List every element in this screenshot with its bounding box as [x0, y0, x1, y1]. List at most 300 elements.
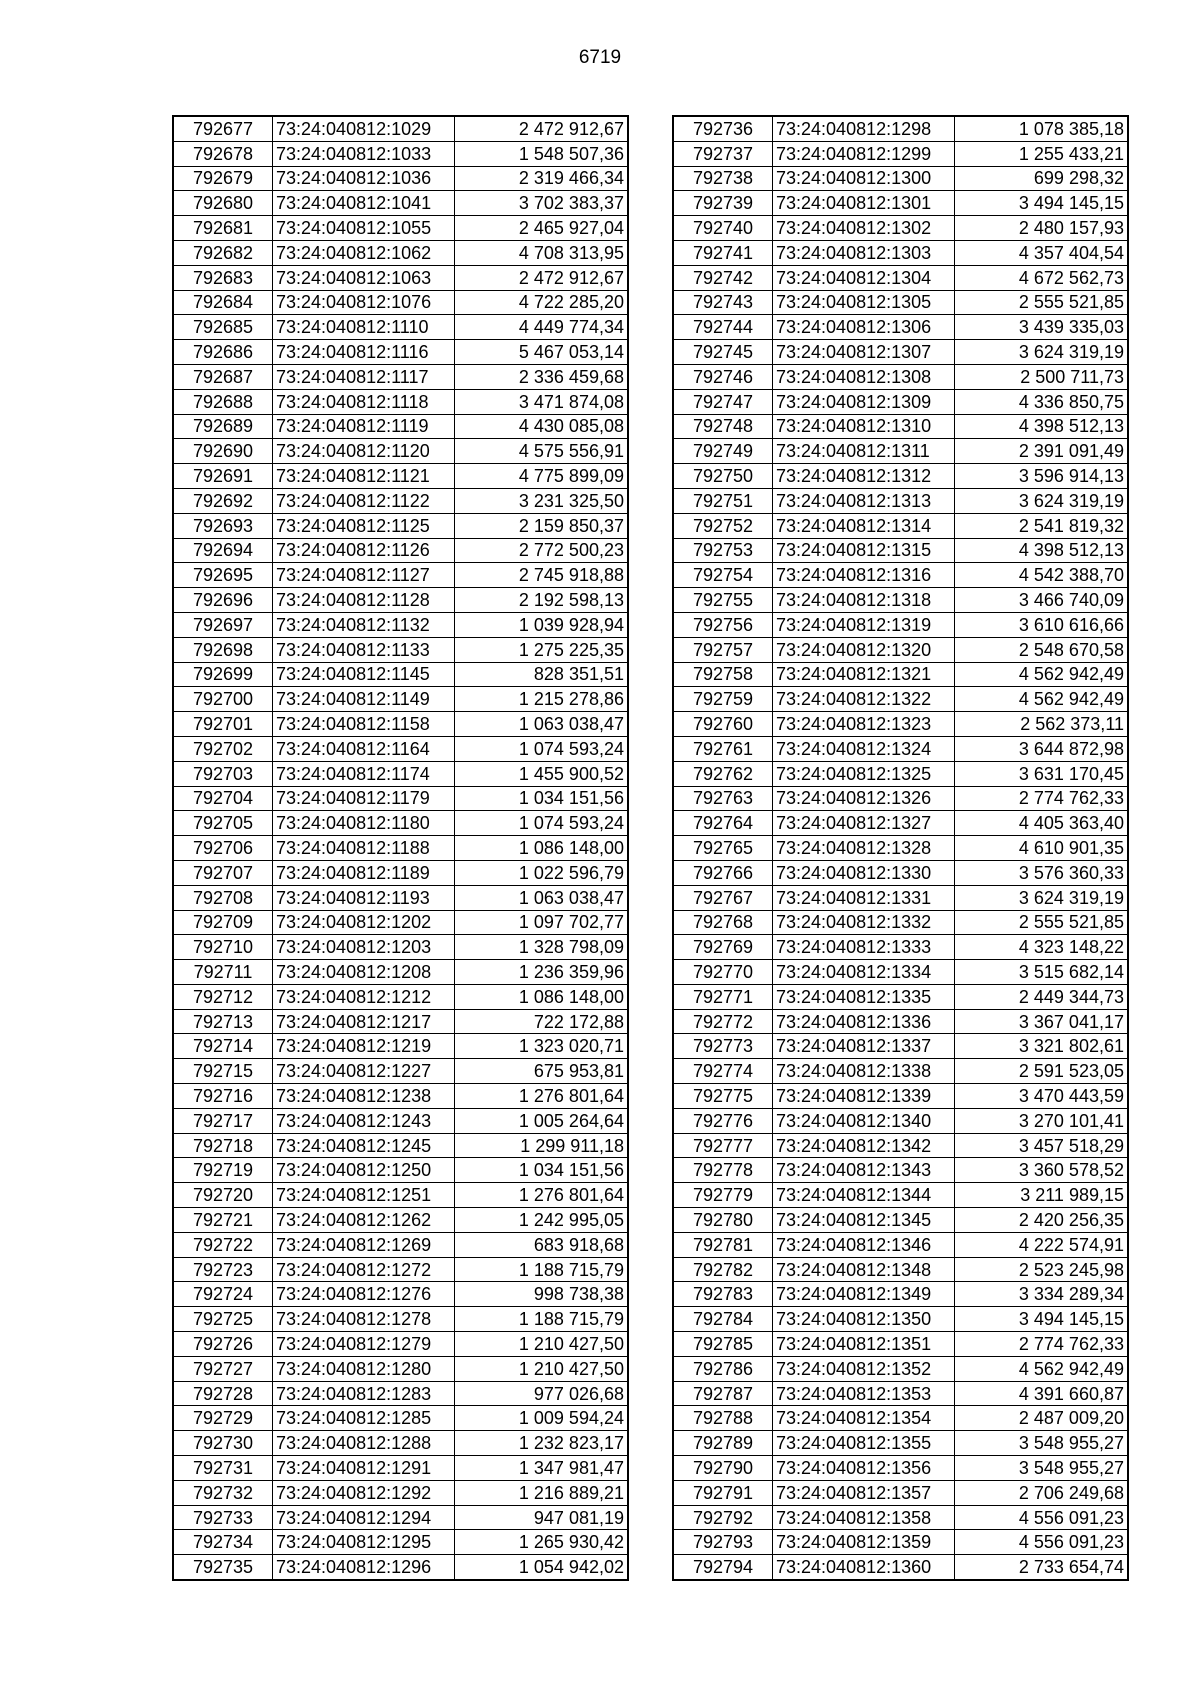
row-number-cell: 792765	[673, 836, 773, 861]
value-cell: 4 672 562,73	[955, 265, 1129, 290]
table-row	[173, 1232, 628, 1257]
value-cell: 3 548 955,27	[955, 1431, 1129, 1456]
cadastral-number-cell: 73:24:040812:1327	[773, 811, 955, 836]
cadastral-number-cell: 73:24:040812:1333	[773, 935, 955, 960]
value-cell: 3 321 802,61	[955, 1034, 1129, 1059]
row-number-cell: 792697	[173, 612, 273, 637]
row-number-cell: 792780	[673, 1208, 773, 1233]
row-number-cell: 792734	[173, 1530, 273, 1555]
value-cell: 2 319 466,34	[455, 166, 629, 191]
value-cell: 1 215 278,86	[455, 687, 629, 712]
cadastral-number-cell: 73:24:040812:1308	[773, 364, 955, 389]
value-cell: 1 210 427,50	[455, 1332, 629, 1357]
value-cell: 4 398 512,13	[955, 538, 1129, 563]
value-cell: 998 738,38	[455, 1282, 629, 1307]
row-number-cell: 792760	[673, 712, 773, 737]
value-cell: 1 210 427,50	[455, 1356, 629, 1381]
cadastral-number-cell: 73:24:040812:1119	[273, 414, 455, 439]
value-cell: 1 078 385,18	[955, 116, 1129, 141]
row-number-cell: 792750	[673, 464, 773, 489]
row-number-cell: 792762	[673, 761, 773, 786]
table-row	[173, 860, 628, 885]
row-number-cell: 792703	[173, 761, 273, 786]
value-cell: 4 562 942,49	[955, 687, 1129, 712]
table-row	[673, 1431, 1128, 1456]
cadastral-number-cell: 73:24:040812:1294	[273, 1505, 455, 1530]
cadastral-number-cell: 73:24:040812:1351	[773, 1332, 955, 1357]
cadastral-number-cell: 73:24:040812:1036	[273, 166, 455, 191]
table-row	[673, 761, 1128, 786]
cadastral-number-cell: 73:24:040812:1355	[773, 1431, 955, 1456]
table-row	[673, 836, 1128, 861]
table-row	[173, 513, 628, 538]
row-number-cell: 792701	[173, 712, 273, 737]
row-number-cell: 792720	[173, 1183, 273, 1208]
cadastral-number-cell: 73:24:040812:1164	[273, 736, 455, 761]
cadastral-number-cell: 73:24:040812:1189	[273, 860, 455, 885]
row-number-cell: 792709	[173, 910, 273, 935]
cadastral-number-cell: 73:24:040812:1309	[773, 389, 955, 414]
table-row	[673, 687, 1128, 712]
cadastral-number-cell: 73:24:040812:1219	[273, 1034, 455, 1059]
value-cell: 3 624 319,19	[955, 340, 1129, 365]
row-number-cell: 792779	[673, 1183, 773, 1208]
row-number-cell: 792732	[173, 1480, 273, 1505]
table-row	[673, 1307, 1128, 1332]
table-row	[173, 761, 628, 786]
row-number-cell: 792744	[673, 315, 773, 340]
cadastral-number-cell: 73:24:040812:1299	[773, 141, 955, 166]
row-number-cell: 792726	[173, 1332, 273, 1357]
cadastral-number-cell: 73:24:040812:1279	[273, 1332, 455, 1357]
value-cell: 3 644 872,98	[955, 736, 1129, 761]
table-row	[173, 389, 628, 414]
value-cell: 1 188 715,79	[455, 1257, 629, 1282]
row-number-cell: 792739	[673, 191, 773, 216]
row-number-cell: 792721	[173, 1208, 273, 1233]
row-number-cell: 792728	[173, 1381, 273, 1406]
cadastral-number-cell: 73:24:040812:1179	[273, 786, 455, 811]
row-number-cell: 792688	[173, 389, 273, 414]
value-cell: 3 439 335,03	[955, 315, 1129, 340]
row-number-cell: 792757	[673, 637, 773, 662]
row-number-cell: 792712	[173, 984, 273, 1009]
table-row	[173, 414, 628, 439]
row-number-cell: 792695	[173, 563, 273, 588]
value-cell: 4 391 660,87	[955, 1381, 1129, 1406]
value-cell: 4 556 091,23	[955, 1505, 1129, 1530]
table-row	[673, 1183, 1128, 1208]
table-row	[173, 687, 628, 712]
row-number-cell: 792766	[673, 860, 773, 885]
table-row	[673, 513, 1128, 538]
table-row	[673, 290, 1128, 315]
row-number-cell: 792755	[673, 588, 773, 613]
cadastral-number-cell: 73:24:040812:1320	[773, 637, 955, 662]
value-cell: 1 188 715,79	[455, 1307, 629, 1332]
value-cell: 2 706 249,68	[955, 1480, 1129, 1505]
table-row	[173, 464, 628, 489]
cadastral-number-cell: 73:24:040812:1311	[773, 439, 955, 464]
value-cell: 3 360 578,52	[955, 1158, 1129, 1183]
value-cell: 947 081,19	[455, 1505, 629, 1530]
row-number-cell: 792733	[173, 1505, 273, 1530]
row-number-cell: 792782	[673, 1257, 773, 1282]
row-number-cell: 792769	[673, 935, 773, 960]
row-number-cell: 792722	[173, 1232, 273, 1257]
table-row	[673, 216, 1128, 241]
left-data-table	[172, 115, 629, 1581]
value-cell: 3 367 041,17	[955, 1009, 1129, 1034]
table-row	[173, 811, 628, 836]
cadastral-number-cell: 73:24:040812:1238	[273, 1084, 455, 1109]
row-number-cell: 792767	[673, 885, 773, 910]
table-row	[173, 1059, 628, 1084]
row-number-cell: 792761	[673, 736, 773, 761]
table-row	[173, 1257, 628, 1282]
cadastral-number-cell: 73:24:040812:1132	[273, 612, 455, 637]
cadastral-number-cell: 73:24:040812:1304	[773, 265, 955, 290]
value-cell: 1 548 507,36	[455, 141, 629, 166]
row-number-cell: 792685	[173, 315, 273, 340]
cadastral-number-cell: 73:24:040812:1128	[273, 588, 455, 613]
cadastral-number-cell: 73:24:040812:1193	[273, 885, 455, 910]
value-cell: 4 449 774,34	[455, 315, 629, 340]
table-row	[173, 1406, 628, 1431]
cadastral-number-cell: 73:24:040812:1127	[273, 563, 455, 588]
cadastral-number-cell: 73:24:040812:1335	[773, 984, 955, 1009]
value-cell: 3 610 616,66	[955, 612, 1129, 637]
row-number-cell: 792764	[673, 811, 773, 836]
table-row	[673, 1480, 1128, 1505]
value-cell: 1 086 148,00	[455, 836, 629, 861]
cadastral-number-cell: 73:24:040812:1349	[773, 1282, 955, 1307]
row-number-cell: 792776	[673, 1108, 773, 1133]
value-cell: 2 465 927,04	[455, 216, 629, 241]
cadastral-number-cell: 73:24:040812:1041	[273, 191, 455, 216]
cadastral-number-cell: 73:24:040812:1110	[273, 315, 455, 340]
cadastral-number-cell: 73:24:040812:1357	[773, 1480, 955, 1505]
cadastral-number-cell: 73:24:040812:1300	[773, 166, 955, 191]
table-row	[673, 811, 1128, 836]
cadastral-number-cell: 73:24:040812:1116	[273, 340, 455, 365]
cadastral-number-cell: 73:24:040812:1149	[273, 687, 455, 712]
table-row	[173, 1208, 628, 1233]
table-row	[173, 1332, 628, 1357]
cadastral-number-cell: 73:24:040812:1313	[773, 488, 955, 513]
row-number-cell: 792717	[173, 1108, 273, 1133]
table-row	[173, 340, 628, 365]
cadastral-number-cell: 73:24:040812:1312	[773, 464, 955, 489]
table-row	[673, 1108, 1128, 1133]
row-number-cell: 792715	[173, 1059, 273, 1084]
row-number-cell: 792707	[173, 860, 273, 885]
cadastral-number-cell: 73:24:040812:1055	[273, 216, 455, 241]
row-number-cell: 792789	[673, 1431, 773, 1456]
cadastral-number-cell: 73:24:040812:1120	[273, 439, 455, 464]
cadastral-number-cell: 73:24:040812:1354	[773, 1406, 955, 1431]
cadastral-number-cell: 73:24:040812:1350	[773, 1307, 955, 1332]
table-row	[673, 1332, 1128, 1357]
table-row	[173, 240, 628, 265]
row-number-cell: 792693	[173, 513, 273, 538]
cadastral-number-cell: 73:24:040812:1356	[773, 1456, 955, 1481]
value-cell: 2 472 912,67	[455, 265, 629, 290]
table-row	[673, 116, 1128, 141]
row-number-cell: 792714	[173, 1034, 273, 1059]
value-cell: 3 334 289,34	[955, 1282, 1129, 1307]
value-cell: 1 323 020,71	[455, 1034, 629, 1059]
cadastral-number-cell: 73:24:040812:1269	[273, 1232, 455, 1257]
value-cell: 3 631 170,45	[955, 761, 1129, 786]
cadastral-number-cell: 73:24:040812:1342	[773, 1133, 955, 1158]
value-cell: 1 299 911,18	[455, 1133, 629, 1158]
table-row	[173, 1381, 628, 1406]
cadastral-number-cell: 73:24:040812:1326	[773, 786, 955, 811]
cadastral-number-cell: 73:24:040812:1337	[773, 1034, 955, 1059]
table-row	[673, 910, 1128, 935]
value-cell: 1 276 801,64	[455, 1084, 629, 1109]
right-table-body	[673, 116, 1128, 1580]
cadastral-number-cell: 73:24:040812:1280	[273, 1356, 455, 1381]
cadastral-number-cell: 73:24:040812:1315	[773, 538, 955, 563]
right-data-table	[672, 115, 1129, 1581]
row-number-cell: 792775	[673, 1084, 773, 1109]
row-number-cell: 792680	[173, 191, 273, 216]
left-table-body	[173, 116, 628, 1580]
row-number-cell: 792686	[173, 340, 273, 365]
row-number-cell: 792737	[673, 141, 773, 166]
table-row	[673, 1406, 1128, 1431]
cadastral-number-cell: 73:24:040812:1117	[273, 364, 455, 389]
cadastral-number-cell: 73:24:040812:1334	[773, 960, 955, 985]
table-row	[673, 488, 1128, 513]
cadastral-number-cell: 73:24:040812:1339	[773, 1084, 955, 1109]
row-number-cell: 792740	[673, 216, 773, 241]
row-number-cell: 792711	[173, 960, 273, 985]
value-cell: 4 562 942,49	[955, 662, 1129, 687]
value-cell: 3 470 443,59	[955, 1084, 1129, 1109]
row-number-cell: 792698	[173, 637, 273, 662]
table-row	[173, 1307, 628, 1332]
value-cell: 1 265 930,42	[455, 1530, 629, 1555]
table-row	[673, 712, 1128, 737]
row-number-cell: 792752	[673, 513, 773, 538]
cadastral-number-cell: 73:24:040812:1158	[273, 712, 455, 737]
value-cell: 2 159 850,37	[455, 513, 629, 538]
value-cell: 1 255 433,21	[955, 141, 1129, 166]
cadastral-number-cell: 73:24:040812:1133	[273, 637, 455, 662]
value-cell: 2 449 344,73	[955, 984, 1129, 1009]
row-number-cell: 792724	[173, 1282, 273, 1307]
row-number-cell: 792708	[173, 885, 273, 910]
cadastral-number-cell: 73:24:040812:1288	[273, 1431, 455, 1456]
table-row	[173, 588, 628, 613]
value-cell: 1 236 359,96	[455, 960, 629, 985]
value-cell: 1 022 596,79	[455, 860, 629, 885]
cadastral-number-cell: 73:24:040812:1285	[273, 1406, 455, 1431]
cadastral-number-cell: 73:24:040812:1323	[773, 712, 955, 737]
cadastral-number-cell: 73:24:040812:1340	[773, 1108, 955, 1133]
row-number-cell: 792730	[173, 1431, 273, 1456]
value-cell: 1 347 981,47	[455, 1456, 629, 1481]
value-cell: 1 086 148,00	[455, 984, 629, 1009]
cadastral-number-cell: 73:24:040812:1203	[273, 935, 455, 960]
cadastral-number-cell: 73:24:040812:1208	[273, 960, 455, 985]
table-row	[173, 712, 628, 737]
table-row	[173, 960, 628, 985]
value-cell: 4 708 313,95	[455, 240, 629, 265]
cadastral-number-cell: 73:24:040812:1328	[773, 836, 955, 861]
cadastral-number-cell: 73:24:040812:1250	[273, 1158, 455, 1183]
row-number-cell: 792723	[173, 1257, 273, 1282]
row-number-cell: 792679	[173, 166, 273, 191]
table-row	[673, 439, 1128, 464]
table-row	[673, 166, 1128, 191]
value-cell: 1 232 823,17	[455, 1431, 629, 1456]
value-cell: 4 336 850,75	[955, 389, 1129, 414]
value-cell: 2 523 245,98	[955, 1257, 1129, 1282]
table-row	[173, 439, 628, 464]
table-row	[173, 637, 628, 662]
table-row	[673, 1555, 1128, 1580]
table-row	[673, 1505, 1128, 1530]
cadastral-number-cell: 73:24:040812:1331	[773, 885, 955, 910]
cadastral-number-cell: 73:24:040812:1322	[773, 687, 955, 712]
value-cell: 3 624 319,19	[955, 885, 1129, 910]
table-row	[673, 1282, 1128, 1307]
row-number-cell: 792700	[173, 687, 273, 712]
row-number-cell: 792746	[673, 364, 773, 389]
cadastral-number-cell: 73:24:040812:1029	[273, 116, 455, 141]
cadastral-number-cell: 73:24:040812:1118	[273, 389, 455, 414]
table-row	[673, 1530, 1128, 1555]
row-number-cell: 792692	[173, 488, 273, 513]
value-cell: 4 222 574,91	[955, 1232, 1129, 1257]
row-number-cell: 792756	[673, 612, 773, 637]
row-number-cell: 792684	[173, 290, 273, 315]
table-row	[173, 315, 628, 340]
table-row	[673, 637, 1128, 662]
cadastral-number-cell: 73:24:040812:1283	[273, 1381, 455, 1406]
table-row	[173, 1133, 628, 1158]
table-row	[173, 141, 628, 166]
value-cell: 4 430 085,08	[455, 414, 629, 439]
table-row	[673, 414, 1128, 439]
table-row	[173, 488, 628, 513]
cadastral-number-cell: 73:24:040812:1348	[773, 1257, 955, 1282]
value-cell: 2 420 256,35	[955, 1208, 1129, 1233]
cadastral-number-cell: 73:24:040812:1301	[773, 191, 955, 216]
cadastral-number-cell: 73:24:040812:1332	[773, 910, 955, 935]
cadastral-number-cell: 73:24:040812:1145	[273, 662, 455, 687]
value-cell: 3 211 989,15	[955, 1183, 1129, 1208]
row-number-cell: 792702	[173, 736, 273, 761]
cadastral-number-cell: 73:24:040812:1243	[273, 1108, 455, 1133]
row-number-cell: 792747	[673, 389, 773, 414]
table-row	[673, 1257, 1128, 1282]
row-number-cell: 792682	[173, 240, 273, 265]
table-row	[173, 1084, 628, 1109]
cadastral-number-cell: 73:24:040812:1202	[273, 910, 455, 935]
cadastral-number-cell: 73:24:040812:1343	[773, 1158, 955, 1183]
value-cell: 4 405 363,40	[955, 811, 1129, 836]
table-row	[673, 736, 1128, 761]
row-number-cell: 792704	[173, 786, 273, 811]
cadastral-number-cell: 73:24:040812:1324	[773, 736, 955, 761]
row-number-cell: 792716	[173, 1084, 273, 1109]
row-number-cell: 792772	[673, 1009, 773, 1034]
row-number-cell: 792741	[673, 240, 773, 265]
value-cell: 5 467 053,14	[455, 340, 629, 365]
table-row	[173, 290, 628, 315]
row-number-cell: 792777	[673, 1133, 773, 1158]
value-cell: 828 351,51	[455, 662, 629, 687]
table-row	[173, 910, 628, 935]
cadastral-number-cell: 73:24:040812:1276	[273, 1282, 455, 1307]
cadastral-number-cell: 73:24:040812:1344	[773, 1183, 955, 1208]
row-number-cell: 792790	[673, 1456, 773, 1481]
value-cell: 1 328 798,09	[455, 935, 629, 960]
table-row	[173, 736, 628, 761]
value-cell: 2 487 009,20	[955, 1406, 1129, 1431]
value-cell: 2 472 912,67	[455, 116, 629, 141]
value-cell: 4 610 901,35	[955, 836, 1129, 861]
row-number-cell: 792749	[673, 439, 773, 464]
row-number-cell: 792781	[673, 1232, 773, 1257]
cadastral-number-cell: 73:24:040812:1291	[273, 1456, 455, 1481]
row-number-cell: 792745	[673, 340, 773, 365]
table-row	[173, 216, 628, 241]
value-cell: 2 541 819,32	[955, 513, 1129, 538]
table-row	[673, 786, 1128, 811]
cadastral-number-cell: 73:24:040812:1302	[773, 216, 955, 241]
value-cell: 1 005 264,64	[455, 1108, 629, 1133]
row-number-cell: 792678	[173, 141, 273, 166]
table-row	[673, 588, 1128, 613]
value-cell: 3 457 518,29	[955, 1133, 1129, 1158]
row-number-cell: 792791	[673, 1480, 773, 1505]
table-row	[173, 1158, 628, 1183]
value-cell: 3 548 955,27	[955, 1456, 1129, 1481]
row-number-cell: 792706	[173, 836, 273, 861]
value-cell: 1 063 038,47	[455, 885, 629, 910]
table-row	[673, 340, 1128, 365]
cadastral-number-cell: 73:24:040812:1174	[273, 761, 455, 786]
row-number-cell: 792677	[173, 116, 273, 141]
value-cell: 2 500 711,73	[955, 364, 1129, 389]
row-number-cell: 792778	[673, 1158, 773, 1183]
row-number-cell: 792773	[673, 1034, 773, 1059]
row-number-cell: 792735	[173, 1555, 273, 1580]
value-cell: 3 471 874,08	[455, 389, 629, 414]
table-row	[673, 1208, 1128, 1233]
table-row	[673, 1059, 1128, 1084]
cadastral-number-cell: 73:24:040812:1272	[273, 1257, 455, 1282]
row-number-cell: 792705	[173, 811, 273, 836]
row-number-cell: 792687	[173, 364, 273, 389]
row-number-cell: 792710	[173, 935, 273, 960]
cadastral-number-cell: 73:24:040812:1360	[773, 1555, 955, 1580]
row-number-cell: 792696	[173, 588, 273, 613]
value-cell: 2 733 654,74	[955, 1555, 1129, 1580]
cadastral-number-cell: 73:24:040812:1310	[773, 414, 955, 439]
cadastral-number-cell: 73:24:040812:1278	[273, 1307, 455, 1332]
cadastral-number-cell: 73:24:040812:1180	[273, 811, 455, 836]
row-number-cell: 792683	[173, 265, 273, 290]
value-cell: 4 562 942,49	[955, 1356, 1129, 1381]
table-row	[673, 1158, 1128, 1183]
